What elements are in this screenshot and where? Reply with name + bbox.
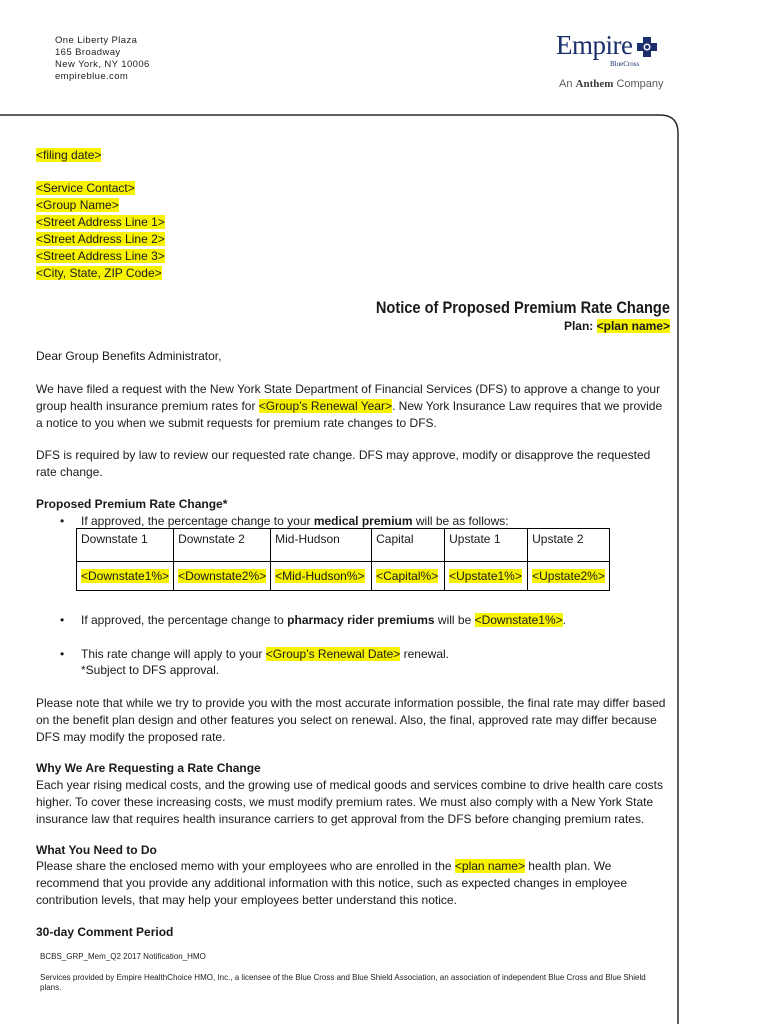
bullet-dot: • <box>60 514 65 528</box>
table-row <box>77 562 610 591</box>
rate-placeholder: <Upstate1%> <box>449 569 522 583</box>
why-paragraph: Each year rising medical costs, and the growing use of medical goods and services combine to drive health care costs higher. To cover these increasing costs, we must modify premium rates. We must also comply with a New York State insurance law that requires health insurance carriers to get approval from the DFS before changing premium rates. <box>36 778 663 826</box>
table-cell <box>372 562 445 591</box>
address-line: 165 Broadway <box>55 47 121 58</box>
dfs-paragraph: DFS is required by law to review our requested rate change. DFS may approve, modify or disapprove the requested rate change. <box>36 448 651 479</box>
bullet-dot: • <box>60 647 65 661</box>
recipient-line: <Group Name> <box>36 198 119 212</box>
table-cell <box>528 562 610 591</box>
recipient-line: <Street Address Line 2> <box>36 232 165 246</box>
tagline-prefix: An <box>559 78 576 90</box>
plan-name-placeholder: <plan name> <box>596 319 670 333</box>
return-address <box>55 35 150 83</box>
recipient-address <box>36 180 165 282</box>
empire-logo <box>556 30 666 92</box>
rate-placeholder: <Downstate1%> <box>81 569 170 583</box>
recipient-line: <Street Address Line 1> <box>36 215 165 229</box>
bullet2-text-mid: will be <box>434 613 475 627</box>
rate-placeholder: <Mid-Hudson%> <box>275 569 365 583</box>
table-cell <box>271 562 372 591</box>
table-header-cell: Upstate 1 <box>445 529 528 562</box>
rate-placeholder: <Capital%> <box>376 569 439 583</box>
bullet-pharmacy-rider <box>81 612 566 628</box>
recipient-line: <Street Address Line 3> <box>36 249 165 263</box>
proposed-heading: Proposed Premium Rate Change* <box>36 497 228 511</box>
website-link[interactable]: empireblue.com <box>55 71 129 82</box>
comment-heading: 30-day Comment Period <box>36 925 174 939</box>
plan-label: Plan: <box>563 319 597 333</box>
table-header-cell: Downstate 1 <box>77 529 174 562</box>
rate-placeholder: <Downstate2%> <box>178 569 267 583</box>
bullet1-text-cont: will be as follows: <box>412 514 509 528</box>
rate-change-table <box>76 528 610 591</box>
footer-form-code: BCBS_GRP_Mem_Q2 2017 Notification_HMO <box>40 952 206 961</box>
todo-text-cont: health plan. We recommend that you provide any additional information with this notice, such as expected changes in employee contribution levels, that may help your employees better understand this notice. <box>36 859 628 907</box>
note-paragraph: Please note that while we try to provide you with the most accurate information possible, the final rate may differ based on the benefit plan design and other features you select on renewal. Also, the final, approved rate may differ because DFS may modify the proposed rate. <box>36 696 666 744</box>
table-cell <box>445 562 528 591</box>
logo-wordmark: Empire <box>556 30 633 60</box>
anthem-tagline <box>559 78 664 90</box>
blue-cross-shield-icon <box>636 36 658 58</box>
table-header-row <box>77 529 610 562</box>
plan-name-placeholder: <plan name> <box>454 859 525 873</box>
bullet1-bold: medical premium <box>313 514 413 528</box>
footer-disclaimer: Services provided by Empire HealthChoice HMO, Inc., a licensee of the Blue Cross and Blue Shield Association, an association of independent Blue Cross and Blue Shield plans. <box>40 973 646 992</box>
recipient-line: <Service Contact> <box>36 181 135 195</box>
todo-text: Please share the enclosed memo with your employees who are enrolled in the <box>36 859 455 873</box>
intro-text-cont: . New York Insurance Law requires that we provide a notice to you when we submit requests for premium rate changes to DFS. <box>36 399 663 430</box>
bullet3-text: This rate change will apply to your <box>81 647 266 661</box>
bullet2-text: If approved, the percentage change to <box>81 613 288 627</box>
intro-paragraph <box>36 381 666 432</box>
bullet1-text: If approved, the percentage change to your <box>81 514 314 528</box>
renewal-year-placeholder: <Group’s Renewal Year> <box>258 399 392 413</box>
subject-note: *Subject to DFS approval. <box>81 663 220 677</box>
filing-date <box>36 147 101 164</box>
why-heading: Why We Are Requesting a Rate Change <box>36 761 261 775</box>
tagline-suffix: Company <box>613 78 664 90</box>
bullet-medical-premium <box>81 513 509 529</box>
notice-title: Notice of Proposed Premium Rate Change <box>375 298 670 317</box>
pharmacy-rate-placeholder: <Downstate1%> <box>474 613 563 627</box>
plan-line <box>564 319 670 333</box>
bullet3-text-end: renewal. <box>400 647 449 661</box>
table-header-cell: Upstate 2 <box>528 529 610 562</box>
logo-bluecross: BlueCross <box>610 60 640 68</box>
renewal-date-placeholder: <Group’s Renewal Date> <box>265 647 401 661</box>
salutation: Dear Group Benefits Administrator, <box>36 349 222 363</box>
bullet-renewal-date <box>81 646 449 662</box>
todo-heading: What You Need to Do <box>36 843 157 857</box>
table-header-cell: Mid-Hudson <box>271 529 372 562</box>
rate-placeholder: <Upstate2%> <box>532 569 605 583</box>
address-line: One Liberty Plaza <box>55 35 138 46</box>
table-header-cell: Capital <box>372 529 445 562</box>
tagline-anthem: Anthem <box>575 78 614 90</box>
table-cell <box>77 562 174 591</box>
bullet2-bold: pharmacy rider premiums <box>287 613 435 627</box>
intro-text: We have filed a request with the New York State Department of Financial Services (DFS) to approve a change to your group health insurance premium rates for <box>36 382 661 413</box>
filing-date-placeholder: <filing date> <box>36 148 102 162</box>
address-line: New York, NY 10006 <box>55 59 150 70</box>
bullet-dot: • <box>60 613 65 627</box>
table-cell <box>174 562 271 591</box>
bullet2-text-end: . <box>562 613 566 627</box>
recipient-line: <City, State, ZIP Code> <box>36 266 162 280</box>
table-header-cell: Downstate 2 <box>174 529 271 562</box>
todo-paragraph <box>36 858 676 909</box>
